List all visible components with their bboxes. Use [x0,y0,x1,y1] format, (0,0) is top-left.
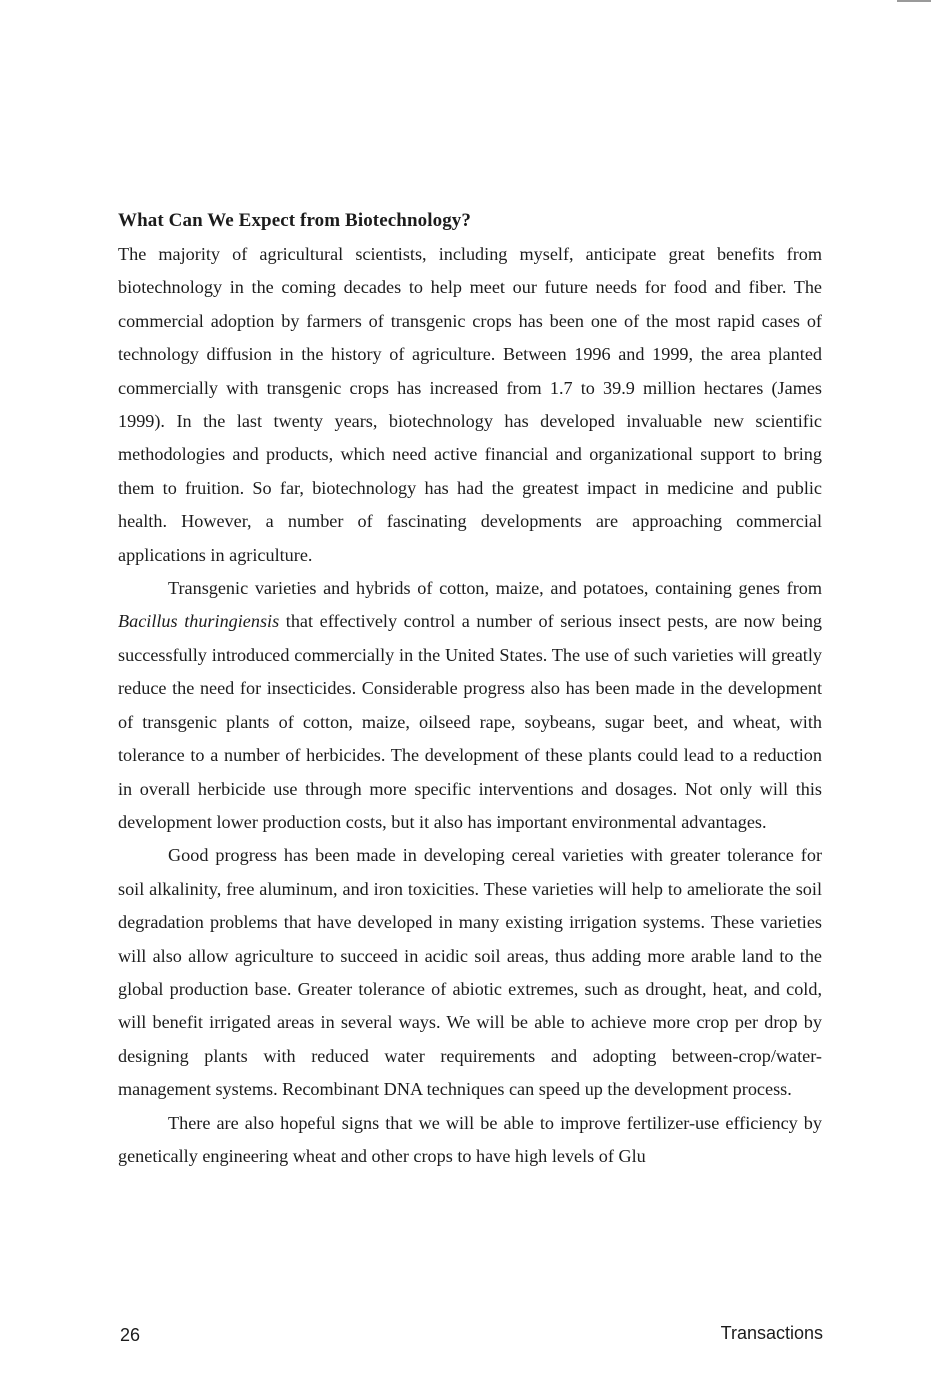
paragraph-text: Good progress has been made in developing cereal varieties with greater tolerance for soil alkalinity, free aluminum, and iron toxicities. These varieties will help to ameliorate the soil degradation problems that have developed in many existing irrigation systems. These varieties will also allow agriculture to succeed in acidic soil areas, thus adding more arable land to the global production base. Greater tolerance of abiotic extremes, such as drought, heat, and cold, will benefit irrigated areas in several ways. We will be able to achieve more crop per drop by designing plants with reduced water requirements and adopting between-crop/water-management systems. Recombinant DNA techniques can speed up the development process. [118,845,822,1100]
article-body [118,208,822,1173]
paragraph-text: The majority of agricultural scientists, including myself, anticipate great benefits from biotechnology in the coming decades to help meet our future needs for food and fiber. The commercial adoption by farmers of transgenic crops has been one of the most rapid cases of technology diffusion in the history of agriculture. Between 1996 and 1999, the area planted commercially with transgenic crops has increased from 1.7 to 39.9 million hectares (James 1999). In the last twenty years, biotechnology has developed invaluable new scientific methodologies and products, which need active financial and organizational support to bring them to fruition. So far, biotechnology has had the greatest impact in medicine and public health. However, a number of fascinating developments are approaching commercial applications in agriculture. [118,244,822,565]
paragraph-text: Transgenic varieties and hybrids of cotton, maize, and potatoes, containing genes from [168,578,822,599]
page-number: 26 [120,1325,141,1345]
paragraph-cereal-varieties [118,839,822,1106]
section-heading: What Can We Expect from Biotechnology? [118,210,472,231]
paragraph-transgenic [118,572,822,839]
species-name: Bacillus thuringiensis [118,611,280,632]
paragraph-text: that effectively control a number of serious insect pests, are now being successfully introduced commercially in the United States. The use of such varieties will greatly reduce the need for insecticides. Considerable progress also has been made in the development of transgenic plants of cotton, maize, oilseed rape, soybeans, sugar beet, and wheat, with tolerance to a number of herbicides. The development of these plants could lead to a reduction in overall herbicide use through more specific interventions and dosages. Not only will this development lower production costs, but it also has important environmental advantages. [118,611,823,832]
paragraph-fertilizer [118,1107,822,1174]
corner-rule [897,0,931,2]
journal-name: Transactions [720,1323,823,1343]
paragraph-text: There are also hopeful signs that we will be able to improve fertilizer-use efficiency by genetically engineering wheat and other crops to have high levels of Glu [118,1112,822,1166]
paragraph-intro [118,238,822,572]
